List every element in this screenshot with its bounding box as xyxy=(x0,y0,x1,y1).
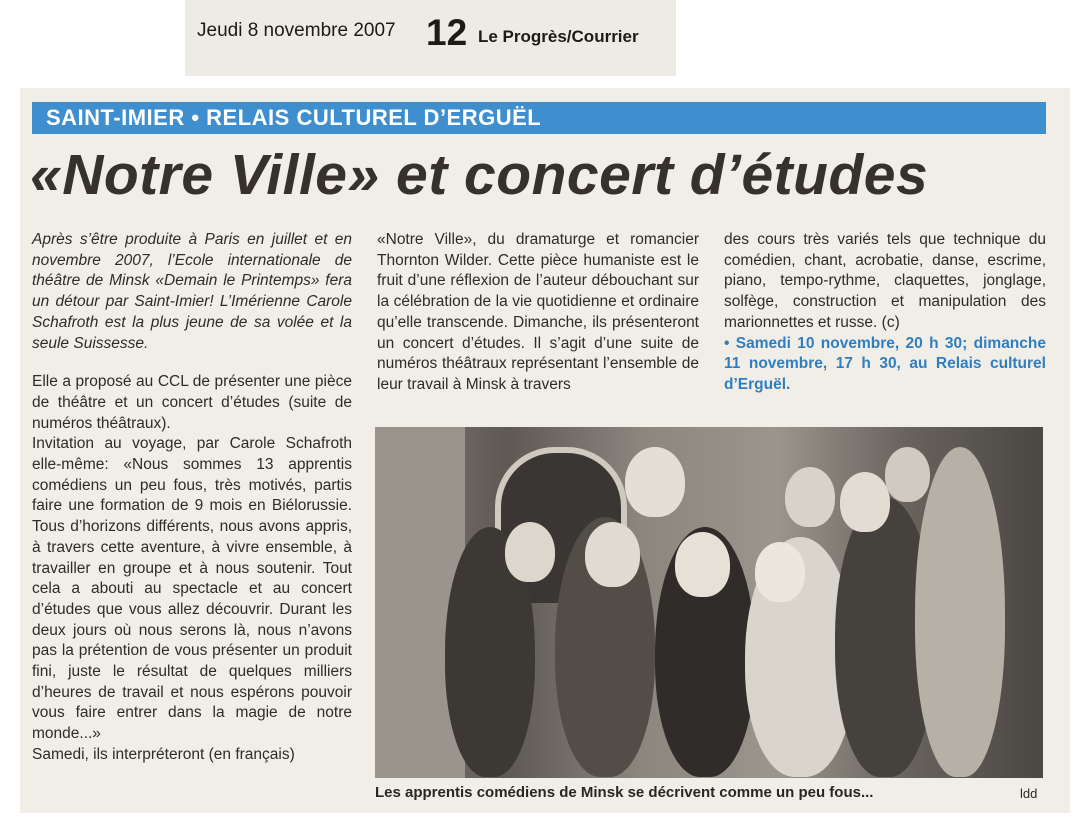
article-column-1 xyxy=(32,230,352,766)
person-face xyxy=(840,472,890,532)
photo-credit: ldd xyxy=(1020,786,1038,801)
publication-date: Jeudi 8 novembre 2007 xyxy=(197,20,396,41)
article-column-2 xyxy=(377,230,699,396)
article-paragraph: «Notre Ville», du dramaturge et romancier Thornton Wilder. Cette pièce humaniste est le fruit d’une réflexion de l’auteur débouchant sur la célébration de la vie quotidienne et ordinaire qu’elle transcende. Dimanche, ils présenteront un concert d’études. Il s’agit d’une suite de numéros théâtraux représentant l’ensemble de leur travail à Minsk à travers xyxy=(377,231,699,393)
article-paragraph: Samedi, ils interpréteront (en français) xyxy=(32,745,295,763)
person-face xyxy=(585,522,640,587)
person-face xyxy=(755,542,805,602)
event-dates: • Samedi 10 novembre, 20 h 30; dimanche 11 novembre, 17 h 30, au Relais culturel d’Erguël. xyxy=(724,334,1046,393)
person-face xyxy=(625,447,685,517)
article-intro: Après s’être produite à Paris en juillet et en novembre 2007, l’Ecole internationale de théâtre de Minsk «Demain le Printemps» fera un détour par Saint-Imier! L’Imérienne Carole Schafroth est la plus jeune de sa volée et la seule Suissesse. xyxy=(32,231,352,352)
person-face xyxy=(505,522,555,582)
photo-caption: Les apprentis comédiens de Minsk se décrivent comme un peu fous... xyxy=(375,784,874,801)
article-paragraph: des cours très variés tels que technique du comédien, chant, acrobatie, danse, escrime, piano, tempo-rythme, claquettes, jonglage, solfège, construction et manipulation des marionnettes et russe. (c) xyxy=(724,231,1046,331)
article-headline: «Notre Ville» et concert d’études xyxy=(30,143,929,207)
newspaper-name: Le Progrès/Courrier xyxy=(478,27,639,46)
person-face xyxy=(785,467,835,527)
section-banner: SAINT-IMIER • RELAIS CULTUREL D’ERGUËL xyxy=(32,102,1046,134)
article-paragraph: Invitation au voyage, par Carole Schafroth elle-même: «Nous sommes 13 apprentis comédiens un peu fous, très motivés, partis faire une formation de 9 mois en Biélorussie. Tous d’horizons différents, nous avons appris, à travers cette aventure, à vivre ensemble, à travailler en groupe et à nous soutenir. Tout cela a abouti au spectacle et au concert d’études que vous allez découvrir. Durant les deux jours où nous serons là, nous n’avons pas la prétention de vous présenter un produit fini, juste le résultat de quelques milliers d’heures de travail et nous espérons pouvoir vous faire entrer dans la magie de notre monde...» xyxy=(32,435,352,743)
person-figure xyxy=(915,447,1005,777)
person-face xyxy=(885,447,930,502)
article-column-3 xyxy=(724,230,1046,396)
group-photo xyxy=(375,427,1043,778)
person-face xyxy=(675,532,730,597)
article-paragraph: Elle a proposé au CCL de présenter une pièce de théâtre et un concert d’études (suite de numéros théâtraux). xyxy=(32,373,352,432)
page-number: 12 xyxy=(426,12,468,53)
